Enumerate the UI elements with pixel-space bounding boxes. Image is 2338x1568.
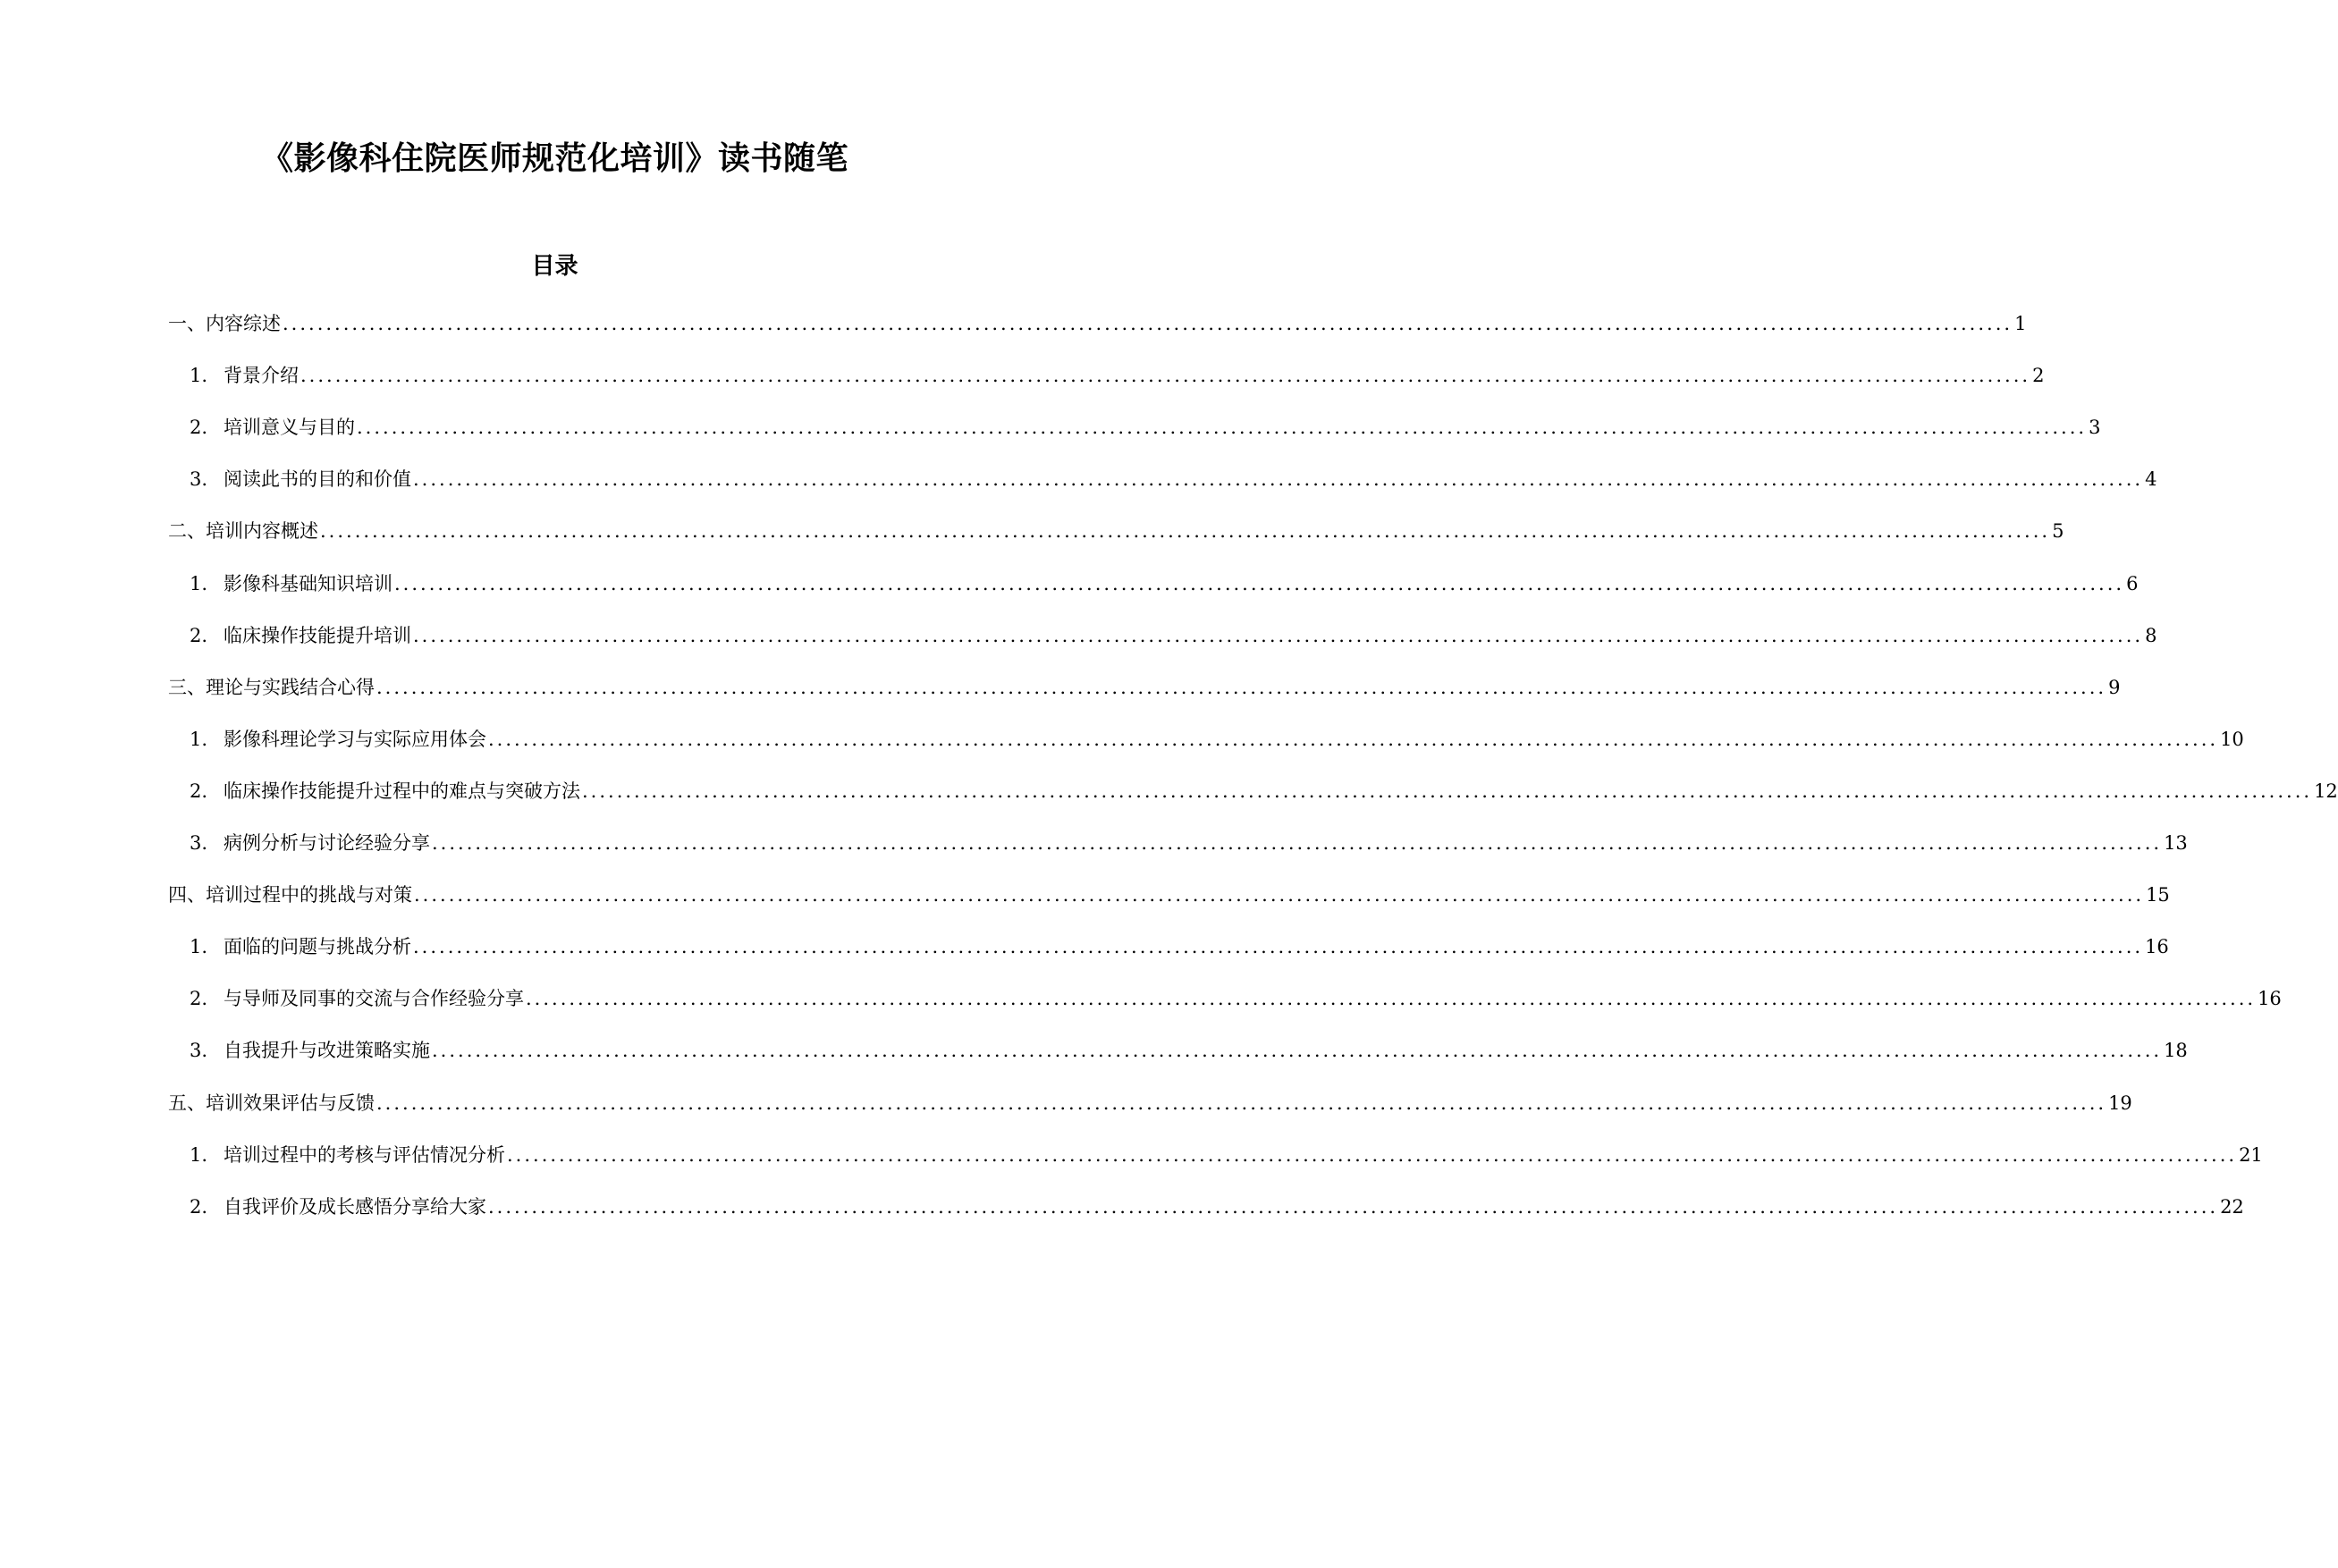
toc-entry-text: 背景介绍 xyxy=(224,365,299,386)
toc-page-number: 5 xyxy=(2052,520,2064,542)
toc-page-number: 6 xyxy=(2126,573,2139,594)
toc-page-number: 15 xyxy=(2146,884,2170,906)
toc-page-number: 16 xyxy=(2145,936,2169,957)
toc-entry-text: 三、理论与实践结合心得 xyxy=(168,677,375,698)
toc-page-number: 16 xyxy=(2258,988,2282,1009)
toc-entry-number: 1. xyxy=(190,573,208,594)
toc-dot-leader: ........................................................................................................................................................................................................ xyxy=(432,1040,2163,1061)
toc-page-number: 4 xyxy=(2145,468,2157,490)
toc-dot-leader: ........................................................................................................................................................................................................ xyxy=(488,729,2219,750)
toc-page-number: 18 xyxy=(2164,1040,2188,1061)
toc-section-entry[interactable] xyxy=(168,308,2027,340)
toc-entry-text: 培训意义与目的 xyxy=(224,417,355,438)
toc-heading: 目录 xyxy=(531,253,578,280)
toc-dot-leader: ........................................................................................................................................................................................................ xyxy=(394,573,2125,594)
toc-dot-leader: ........................................................................................................................................................................................................ xyxy=(413,936,2144,957)
toc-dot-leader: ........................................................................................................................................................................................................ xyxy=(300,365,2031,386)
toc-entry-text: 临床操作技能提升过程中的难点与突破方法 xyxy=(224,780,580,802)
toc-page-number: 3 xyxy=(2089,417,2101,438)
toc-entry-text: 五、培训效果评估与反馈 xyxy=(168,1092,375,1114)
toc-dot-leader: ........................................................................................................................................................................................................ xyxy=(526,988,2257,1009)
toc-entry-text: 病例分析与讨论经验分享 xyxy=(224,832,430,854)
toc-entry-number: 2. xyxy=(190,988,208,1009)
toc-subsection-entry[interactable] xyxy=(190,982,2282,1015)
toc-entry-number: 2. xyxy=(190,417,208,438)
toc-page-number: 2 xyxy=(2032,365,2045,386)
toc-section-entry[interactable] xyxy=(168,515,2064,547)
toc-subsection-entry[interactable] xyxy=(190,1139,2263,1171)
toc-entry-text: 面临的问题与挑战分析 xyxy=(224,936,411,957)
toc-entry-number: 1. xyxy=(190,365,208,386)
toc-page-number: 9 xyxy=(2108,677,2121,698)
toc-page-number: 10 xyxy=(2220,729,2244,750)
toc-entry-number: 3. xyxy=(190,468,208,490)
toc-dot-leader: ........................................................................................................................................................................................................ xyxy=(413,625,2144,646)
toc-subsection-entry[interactable] xyxy=(190,620,2157,652)
toc-dot-leader: ........................................................................................................................................................................................................ xyxy=(414,884,2145,906)
toc-subsection-entry[interactable] xyxy=(190,827,2188,859)
toc-page-number: 13 xyxy=(2164,832,2188,854)
toc-subsection-entry[interactable] xyxy=(190,1191,2244,1223)
toc-page-number: 1 xyxy=(2014,313,2027,334)
toc-entry-text: 二、培训内容概述 xyxy=(168,520,318,542)
toc-entry-text: 阅读此书的目的和价值 xyxy=(224,468,411,490)
toc-entry-number: 1. xyxy=(190,936,208,957)
toc-dot-leader: ........................................................................................................................................................................................................ xyxy=(413,468,2144,490)
toc-dot-leader: ........................................................................................................................................................................................................ xyxy=(376,677,2107,698)
toc-entry-number: 2. xyxy=(190,625,208,646)
toc-entry-text: 一、内容综述 xyxy=(168,313,281,334)
toc-entry-text: 自我提升与改进策略实施 xyxy=(224,1040,430,1061)
toc-section-entry[interactable] xyxy=(168,1087,2132,1119)
toc-entry-text: 影像科理论学习与实际应用体会 xyxy=(224,729,486,750)
toc-dot-leader: ........................................................................................................................................................................................................ xyxy=(432,832,2163,854)
toc-entry-number: 3. xyxy=(190,1040,208,1061)
toc-page-number: 12 xyxy=(2314,780,2338,802)
toc-dot-leader: ........................................................................................................................................................................................................ xyxy=(283,313,2013,334)
toc-page-number: 19 xyxy=(2108,1092,2132,1114)
toc-page-number: 21 xyxy=(2239,1144,2263,1166)
toc-subsection-entry[interactable] xyxy=(190,1034,2188,1066)
toc-subsection-entry[interactable] xyxy=(190,775,2338,807)
toc-entry-text: 影像科基础知识培训 xyxy=(224,573,392,594)
toc-dot-leader: ........................................................................................................................................................................................................ xyxy=(488,1196,2219,1218)
toc-subsection-entry[interactable] xyxy=(190,931,2169,963)
toc-subsection-entry[interactable] xyxy=(190,568,2139,600)
toc-page-number: 22 xyxy=(2220,1196,2244,1218)
toc-entry-text: 培训过程中的考核与评估情况分析 xyxy=(224,1144,505,1166)
toc-section-entry[interactable] xyxy=(168,879,2170,911)
document-title: 《影像科住院医师规范化培训》读书随笔 xyxy=(260,139,848,177)
toc-entry-text: 与导师及同事的交流与合作经验分享 xyxy=(224,988,524,1009)
toc-entry-number: 1. xyxy=(190,1144,208,1166)
toc-subsection-entry[interactable] xyxy=(190,411,2101,443)
toc-entry-text: 自我评价及成长感悟分享给大家 xyxy=(224,1196,486,1218)
toc-dot-leader: ........................................................................................................................................................................................................ xyxy=(357,417,2088,438)
toc-subsection-entry[interactable] xyxy=(190,463,2157,495)
toc-dot-leader: ........................................................................................................................................................................................................ xyxy=(320,520,2051,542)
toc-entry-text: 临床操作技能提升培训 xyxy=(224,625,411,646)
toc-subsection-entry[interactable] xyxy=(190,723,2244,755)
toc-section-entry[interactable] xyxy=(168,671,2121,704)
toc-dot-leader: ........................................................................................................................................................................................................ xyxy=(582,780,2313,802)
toc-entry-number: 2. xyxy=(190,780,208,802)
toc-entry-number: 2. xyxy=(190,1196,208,1218)
toc-entry-number: 1. xyxy=(190,729,208,750)
toc-entry-text: 四、培训过程中的挑战与对策 xyxy=(168,884,412,906)
toc-entry-number: 3. xyxy=(190,832,208,854)
toc-page-number: 8 xyxy=(2145,625,2157,646)
toc-dot-leader: ........................................................................................................................................................................................................ xyxy=(376,1092,2107,1114)
toc-dot-leader: ........................................................................................................................................................................................................ xyxy=(507,1144,2238,1166)
toc-subsection-entry[interactable] xyxy=(190,359,2045,392)
